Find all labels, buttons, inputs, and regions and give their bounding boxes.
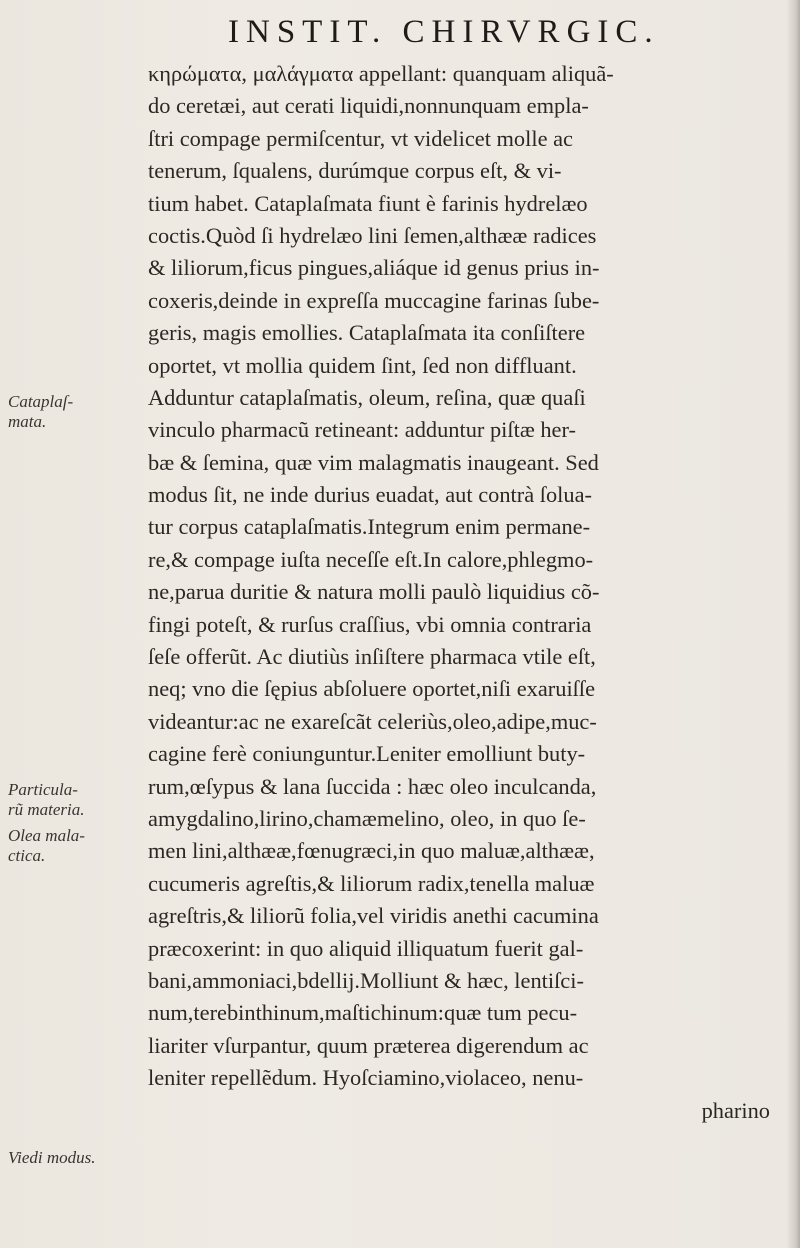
text-line: neq; vno die ſępius abſoluere oportet,niſi exaruiſſe (148, 676, 596, 702)
text-line: tur corpus cataplaſmatis.Integrum enim permane- (148, 514, 591, 540)
text-line: oportet, vt mollia quidem ſint, ſed non diffluant. (148, 352, 577, 378)
margin-note-line: Particula- (8, 780, 78, 799)
body-text (148, 58, 778, 1127)
text-line: amygdalino,lirino,chamæmelino, oleo, in quo ſe- (148, 805, 586, 831)
text-line: rum,œſypus & lana ſuccida : hæc oleo inculcanda, (148, 773, 597, 799)
text-line: κηρώματα, μαλάγματα appellant: quanquam aliquã- (148, 61, 614, 86)
text-line: & liliorum,ficus pingues,aliáque id genus prius in- (148, 255, 600, 281)
text-line: ſeſe offerũt. Ac diutiùs inſiſtere pharmaca vtile eſt, (148, 644, 596, 670)
text-line: do ceretæi, aut cerati liquidi,nonnunquam empla- (148, 93, 589, 119)
page-edge-shadow (786, 0, 800, 1248)
text-line: tium habet. Cataplaſmata fiunt è farinis hydrelæo (148, 190, 588, 216)
text-line: agreſtris,& liliorũ folia,vel viridis anethi cacumina (148, 903, 599, 929)
text-line: coctis.Quòd ſi hydrelæo lini ſemen,althææ radices (148, 222, 597, 248)
text-line: bani,ammoniaci,bdellij.Molliunt & hæc, lentiſci- (148, 967, 584, 993)
text-line: fingi poteſt, & rurſus craſſius, vbi omnia contraria (148, 611, 592, 637)
margin-note-line: rũ materia. (8, 800, 85, 819)
margin-note-particula (8, 780, 148, 820)
text-line: modus ſit, ne inde durius euadat, aut contrà ſolua- (148, 482, 592, 508)
text-line: geris, magis emollies. Cataplaſmata ita conſiſtere (148, 320, 586, 346)
margin-note-line: Olea mala- (8, 826, 85, 845)
text-line: vinculo pharmacũ retineant: adduntur piſtæ her- (148, 417, 576, 443)
text-line: præcoxerint: in quo aliquid illiquatum fuerit gal- (148, 935, 584, 961)
margin-note-line: ctica. (8, 846, 46, 865)
running-head: INSTIT. CHIRVRGIC. (228, 14, 660, 50)
text-line: men lini,althææ,fœnugræci,in quo maluæ,althææ, (148, 838, 595, 864)
margin-note-viedi (8, 1148, 148, 1168)
text-line: num,terebinthinum,maſtichinum:quæ tum pecu- (148, 1000, 578, 1026)
text-line: ſtri compage permiſcentur, vt videlicet molle ac (148, 125, 573, 151)
text-line: coxeris,deinde in expreſſa muccagine farinas ſube- (148, 287, 600, 313)
text-line: tenerum, ſqualens, durúmque corpus eſt, & vi- (148, 158, 562, 184)
margin-note-olea (8, 826, 148, 866)
margin-note-line: mata. (8, 412, 47, 431)
text-line: cucumeris agreſtis,& liliorum radix,tenella maluæ (148, 870, 595, 896)
margin-note-cataplasmata (8, 392, 148, 432)
text-line: re,& compage iuſta neceſſe eſt.In calore,phlegmo- (148, 546, 594, 572)
text-line: Adduntur cataplaſmatis, oleum, reſina, quæ quaſi (148, 384, 586, 410)
text-line: pharino (701, 1097, 770, 1123)
margin-note-line: Viedi modus. (8, 1148, 96, 1167)
text-line: ne,parua duritie & natura molli paulò liquidius cõ- (148, 579, 600, 605)
margin-note-line: Cataplaſ- (8, 392, 74, 411)
text-line: cagine ferè coniunguntur.Leniter emolliunt buty- (148, 741, 586, 767)
text-line: leniter repellẽdum. Hyoſciamino,violaceo, nenu- (148, 1065, 584, 1091)
text-line: liariter vſurpantur, quum præterea digerendum ac (148, 1032, 589, 1058)
text-line: bæ & ſemina, quæ vim malagmatis inaugeant. Sed (148, 449, 599, 475)
text-line: videantur:ac ne exareſcãt celeriùs,oleo,adipe,muc- (148, 708, 597, 734)
